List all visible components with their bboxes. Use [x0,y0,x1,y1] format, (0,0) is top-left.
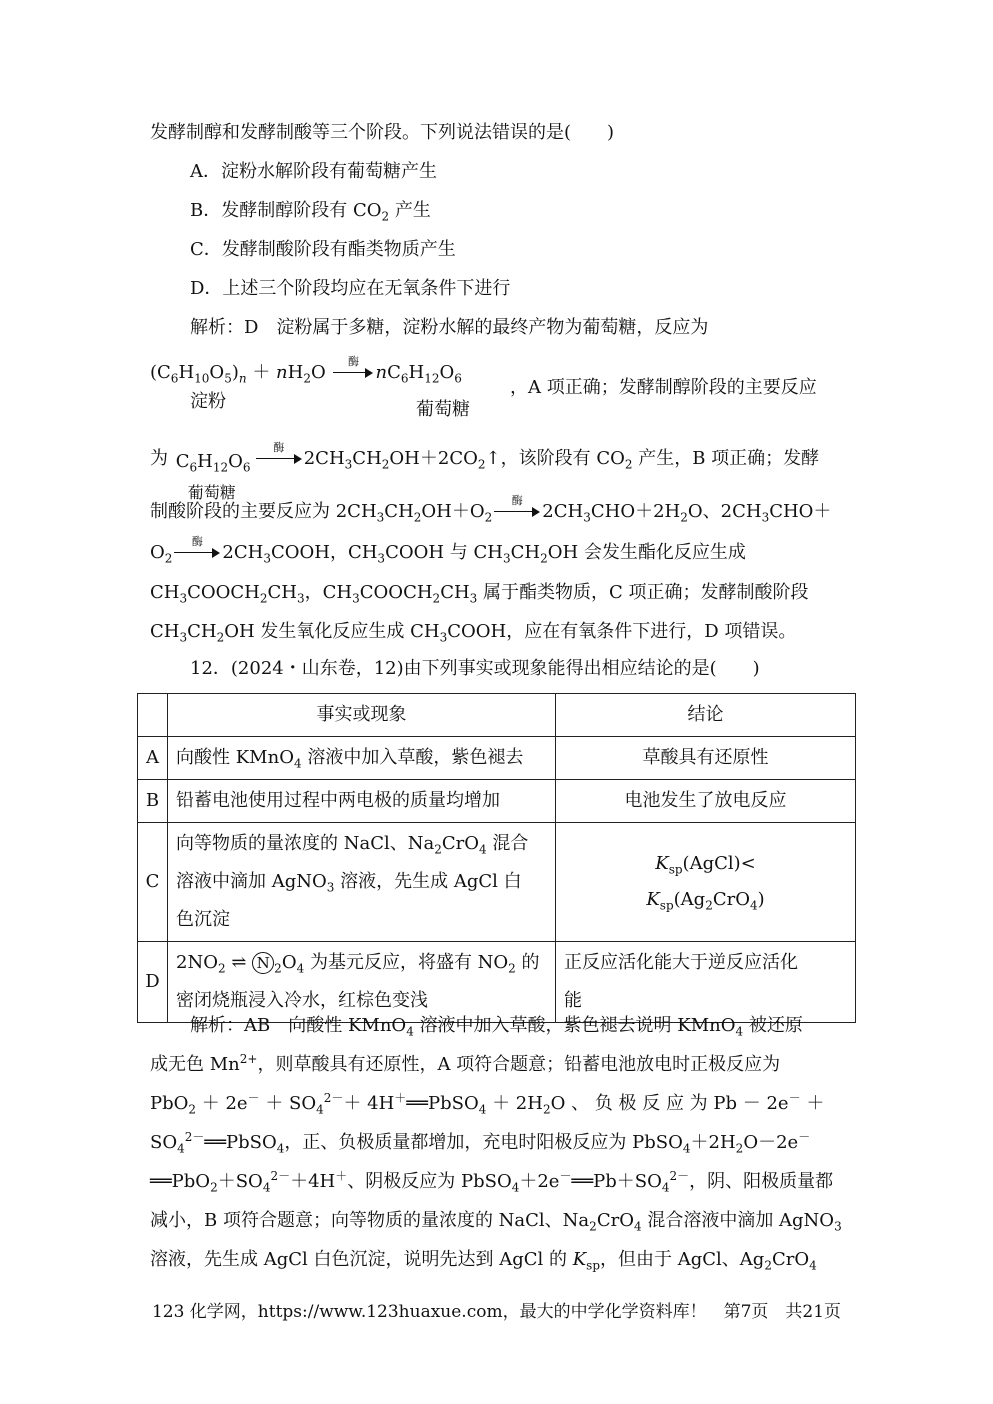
starch-hydrolysis-equation: $(C_6H_{10}O_5)_n + nH_2O$ 酶 $nC_6H_{12}O_6$ [150,355,462,386]
analysis-1-line-1: 解析：D 淀粉属于多糖，淀粉水解的最终产物为葡萄糖，反应为 [190,317,709,338]
header-fact: 事实或现象 [168,694,556,737]
table-header-row [138,694,856,737]
row-label: A [138,737,168,780]
analysis-2-line-6: 减小，B 项符合题意；向等物质的量浓度的 NaCl、$Na_2CrO_4$ 混合溶液中滴加 AgNO$_3$ [150,1210,842,1234]
equilibrium-arrow-icon: ⇌ [231,952,247,973]
table-row [138,823,856,942]
row-label: D [138,942,168,1023]
option-a: A．淀粉水解阶段有葡萄糖产生 [190,161,437,182]
page-footer: 123 化学网，https://www.123huaxue.com，最大的中学化学资料库！ 第7页 共21页 [151,1302,842,1322]
label-glucose-2: 葡萄糖 [187,483,236,502]
analysis-1-line-7: $CH_3CH_2OH$ 发生氧化反应生成 $CH_3COOH$，应在有氧条件下进行，D 项错误。 [150,621,797,645]
analysis-2-line-3: $PbO_2 + 2e^- + SO_4^{2-}+$ 4H＋══PbSO$_4$ ＋ $2H_2O$ 、 负 极 反 应 为 Pb － 2e－ ＋ [150,1091,825,1117]
option-c: C．发酵制酸阶段有酯类物质产生 [190,239,456,260]
analysis-2-line-7: 溶液，先生成 AgCl 白色沉淀，说明先达到 AgCl 的 $K_{sp}$，但由于 AgCl、$Ag_2CrO_4$ [150,1249,817,1273]
row-fact: 向酸性 KMnO$_4$ 溶液中加入草酸，紫色褪去 [168,737,556,780]
question-stem-tail: 发酵制醇和发酵制酸等三个阶段。下列说法错误的是( ) [150,122,615,143]
analysis-2-line-2: 成无色 $Mn^{2+}$，则草酸具有还原性，A 项符合题意；铅蓄电池放电时正极反应为 [150,1052,781,1075]
row-fact: 向等物质的量浓度的 NaCl、$Na_2CrO_4$ 混合 溶液中滴加 AgNO$_3$ 溶液，先生成 AgCl 白 色沉淀 [168,823,556,942]
analysis-1-line-6: $CH_3COOCH_2CH_3$，$CH_3COOCH_2CH_3$ 属于酯类物质，C 项正确；发酵制酸阶段 [150,582,809,606]
row-conclusion: 电池发生了放电反应 [556,780,856,823]
option-b: B．发酵制醇阶段有 $CO_2$ 产生 [190,200,431,224]
analysis-1-line-4: 制酸阶段的主要反应为 $2CH_3CH_2OH+O_2$ 酶 $2CH_3CHO+2H_2O$、$2CH_3CHO+$ [150,494,832,525]
analysis-2-line-4: $SO_4^{2-}══PbSO_4$，正、负极质量都增加，充电时阳极反应为 $PbSO_4+2H_2O-2e^-$ [150,1130,811,1156]
question-12-table [137,693,856,1023]
label-starch: 淀粉 [190,391,226,412]
analysis-1-line-5: $O_2$ 酶 $2CH_3COOH$，$CH_3COOH$ 与 $CH_3CH_2OH$ 会发生酯化反应生成 [150,535,746,566]
row-conclusion: 正反应活化能大于逆反应活化 能 [556,942,856,1023]
analysis-1-line-2-tail: ，A 项正确；发酵制醇阶段的主要反应 [510,377,817,398]
analysis-1-line-3: 为 $C_6H_{12}O_6$ 葡萄糖 酶 $2CH_3CH_2OH+2CO_2↑$，该阶段有 $CO_2$ 产生，B 项正确；发酵 [150,441,820,502]
question-12-stem: 12．(2024・山东卷，12)由下列事实或现象能得出相应结论的是( ) [190,658,760,679]
label-glucose: 葡萄糖 [416,399,470,420]
analysis-2-line-1: 解析：AB 向酸性 KMnO$_4$ 溶液中加入草酸，紫色褪去说明 KMnO$_4$ 被还原 [190,1015,803,1039]
row-conclusion: 草酸具有还原性 [556,737,856,780]
row-fact: 铅蓄电池使用过程中两电极的质量均增加 [168,780,556,823]
table-row [138,737,856,780]
header-conclusion: 结论 [556,694,856,737]
row-fact: $2NO_2$ ⇌ N $_2O_4$ 为基元反应，将盛有 $NO_2$ 的 密闭烧瓶浸入冷水，红棕色变浅 [168,942,556,1023]
table-row [138,780,856,823]
analysis-2-line-5: $══PbO_2+SO_4^{2-}+4H^+$、阴极反应为 $PbSO_4+2e^-══Pb+SO_4^{2-}$，阴、阳极质量都 [150,1169,834,1195]
row-label: C [138,823,168,942]
row-conclusion: $K_{sp}(AgCl)<$ $K_{sp}(Ag_2CrO_4)$ [556,823,856,942]
option-d: D．上述三个阶段均应在无氧条件下进行 [190,278,511,299]
row-label: B [138,780,168,823]
